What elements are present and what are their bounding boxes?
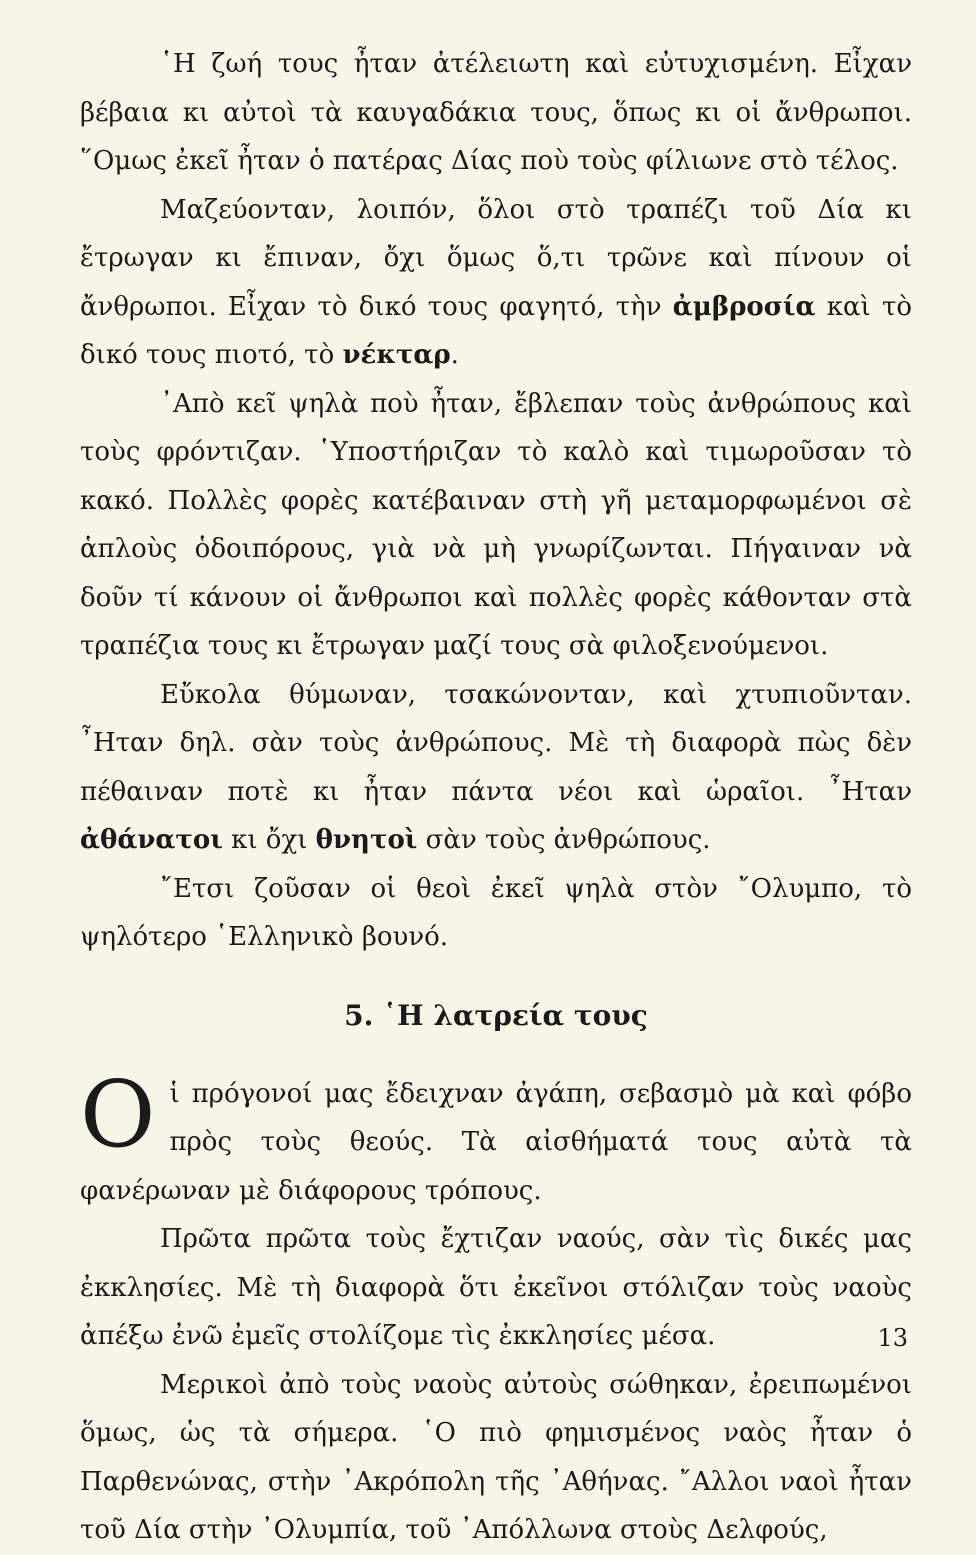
section-heading: 5. ῾Η λατρεία τους: [344, 998, 648, 1032]
paragraph: Μερικοὶ ἀπὸ τοὺς ναοὺς αὐτοὺς σώθηκαν, ἐρειπωμένοι ὅμως, ὡς τὰ σήμερα. ῾Ο πιὸ φημισμένος ναὸς ἦταν ὁ Παρθενώνας, στὴν ᾿Ακρόπολη τῆς ᾿Αθήνας. ῎Αλλοι ναοὶ ἦταν τοῦ Δία στὴν ᾿Ολυμπία, τοῦ ᾿Απόλλωνα στοὺς Δελφούς,: [80, 1369, 912, 1545]
bold-term: ἀθάνατοι: [80, 825, 223, 855]
paragraph: ῾Η ζωή τους ἦταν ἀτέλειωτη καὶ εὐτυχισμένη. Εἶχαν βέβαια κι αὐτοὶ τὰ καυγαδάκια τους, ὅπως κι οἱ ἄνθρωποι. ῞Ομως ἐκεῖ ἦταν ὁ πατέρας Δίας ποὺ τοὺς φίλιωνε στὸ τέλος.: [80, 49, 912, 176]
text-block: [80, 40, 912, 1555]
paragraph: ᾿Απὸ κεῖ ψηλὰ ποὺ ἦταν, ἔβλεπαν τοὺς ἀνθρώπους καὶ τοὺς φρόντιζαν. ῾Υποστήριζαν τὸ καλὸ καὶ τιμωροῦσαν τὸ κακό. Πολλὲς φορὲς κατέβαιναν στὴ γῆ μεταμορφωμένοι σὲ ἁπλοὺς ὁδοιπόρους, γιὰ νὰ μὴ γνωρίζωνται. Πήγαιναν νὰ δοῦν τί κάνουν οἱ ἄνθρωποι καὶ πολλὲς φορὲς κάθονταν στὰ τραπέζια τους κι ἔτρωγαν μαζί τους σὰ φιλοξενούμενοι.: [80, 388, 912, 661]
paragraph-with-dropcap: Oἱ πρόγονοί μας ἔδειχναν ἀγάπη, σεβασμὸ μὰ καὶ φόβο πρὸς τοὺς θεούς. Τὰ αἰσθήματά τους αὐτὰ τὰ φανέρωναν μὲ διάφορους τρόπους.: [80, 1060, 912, 1206]
bold-term: ἀμβροσία: [672, 291, 816, 322]
drop-cap: O: [80, 1060, 156, 1168]
paragraph: Εὔκολα θύμωναν, τσακώνονταν, καὶ χτυπιοῦνταν. ῏Ηταν δηλ. σὰν τοὺς ἀνθρώπους. Μὲ τὴ διαφορὰ πὼς δὲν πέθαιναν ποτὲ κι ἦταν πάντα νέοι καὶ ὡραῖοι. ῏Ηταν ἀθάνατοι κι ὄχι θνητοὶ σὰν τοὺς ἀνθρώπους.: [80, 679, 912, 855]
page-number: 13: [877, 1324, 908, 1352]
paragraph: ῎Ετσι ζοῦσαν οἱ θεοὶ ἐκεῖ ψηλὰ στὸν ῎Ολυμπο, τὸ ψηλότερο ῾Ελληνικὸ βουνό.: [80, 873, 912, 952]
paragraph: Μαζεύονταν, λοιπόν, ὅλοι στὸ τραπέζι τοῦ Δία κι ἔτρωγαν κι ἔπιναν, ὄχι ὅμως ὅ,τι τρῶνε καὶ πίνουν οἱ ἄνθρωποι. Εἶχαν τὸ δικό τους φαγητό, τὴν ἀμβροσία καὶ τὸ δικό τους πιοτό, τὸ νέκταρ.: [80, 194, 912, 370]
bold-term: θνητοὶ: [315, 825, 418, 855]
bold-term: νέκταρ: [342, 340, 451, 370]
paragraph: Πρῶτα πρῶτα τοὺς ἔχτιζαν ναούς, σὰν τὶς δικές μας ἐκκλησίες. Μὲ τὴ διαφορὰ ὅτι ἐκεῖνοι στόλιζαν τοὺς ναοὺς ἀπέξω ἐνῶ ἐμεῖς στολίζομε τὶς ἐκκλησίες μέσα.: [80, 1224, 912, 1351]
